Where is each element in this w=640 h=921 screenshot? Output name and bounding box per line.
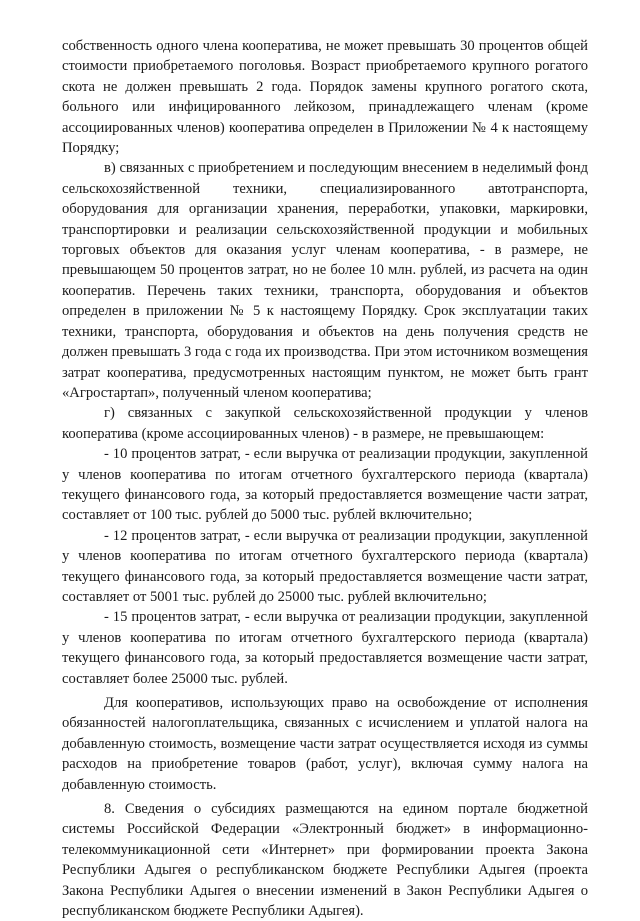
paragraph-item-v: в) связанных с приобретением и последующим внесением в неделимый фонд сельскохозяйственной техники, специализированного автотранспорта, оборудования для организации хранения, переработки, упаковки, маркировки, транспортировки и реализации сельскохозяйственной продукции и мобильных торговых объектов для оказания услуг членам кооператива, - в размере, не превышающем 50 процентов затрат, но не более 10 млн. рублей, из расчета на один кооператив. Перечень таких техники, транспорта, оборудования и объектов определен в приложении № 5 к настоящему Порядку. Срок эксплуатации таких техники, транспорта, оборудования и объектов на день получения средств не должен превышать 3 года с года их производства. При этом источником возмещения затрат кооператива, предусмотренных настоящим пунктом, не может быть грант «Агростартап», полученный членом кооператива; <box>62 160 588 401</box>
paragraph-vat-exemption: Для кооперативов, использующих право на освобождение от исполнения обязанностей налогоплательщика, связанных с исчислением и уплатой налога на добавленную стоимость, возмещение части затрат осуществляется исходя из суммы расходов на приобретение товаров (работ, услуг), включая сумму налога на добавленную стоимость. <box>62 695 588 793</box>
paragraph-item-g: г) связанных с закупкой сельскохозяйственной продукции у членов кооператива (кроме ассоциированных членов) - в размере, не превышающем: <box>62 405 588 442</box>
paragraph-continuation: собственность одного члена кооператива, не может превышать 30 процентов общей стоимости приобретаемого поголовья. Возраст приобретаемого крупного рогатого скота не должен превышать 2 года. Порядок замены крупного рогатого скота, больного или инфицированного лейкозом, принадлежащего членам (кроме ассоциированных членов) кооператива определен в Приложении № 4 к настоящему Порядку; <box>62 38 588 157</box>
paragraph-rate-12: - 12 процентов затрат, - если выручка от реализации продукции, закупленной у членов кооператива по итогам отчетного бухгалтерского периода (квартала) текущего финансового года, за который предоставляется возмещение части затрат, составляет от 5001 тыс. рублей до 25000 тыс. рублей включительно; <box>62 527 588 605</box>
paragraph-rate-10: - 10 процентов затрат, - если выручка от реализации продукции, закупленной у членов кооператива по итогам отчетного бухгалтерского периода (квартала) текущего финансового года, за который предоставляется возмещение части затрат, составляет от 100 тыс. рублей до 5000 тыс. рублей включительно; <box>62 446 588 524</box>
paragraph-section-8: 8. Сведения о субсидиях размещаются на едином портале бюджетной системы Российской Федерации «Электронный бюджет» в информационно-телекоммуникационной сети «Интернет» при формировании проекта Закона Республики Адыгея о республиканском бюджете Республики Адыгея (проекта Закона Республики Адыгея о внесении изменений в Закон Республики Адыгея о республиканском бюджете Республики Адыгея). <box>62 801 588 920</box>
document-page <box>62 36 588 921</box>
paragraph-rate-15: - 15 процентов затрат, - если выручка от реализации продукции, закупленной у членов кооператива по итогам отчетного бухгалтерского периода (квартала) текущего финансового года, за который предоставляется возмещение части затрат, составляет более 25000 тыс. рублей. <box>62 609 588 687</box>
